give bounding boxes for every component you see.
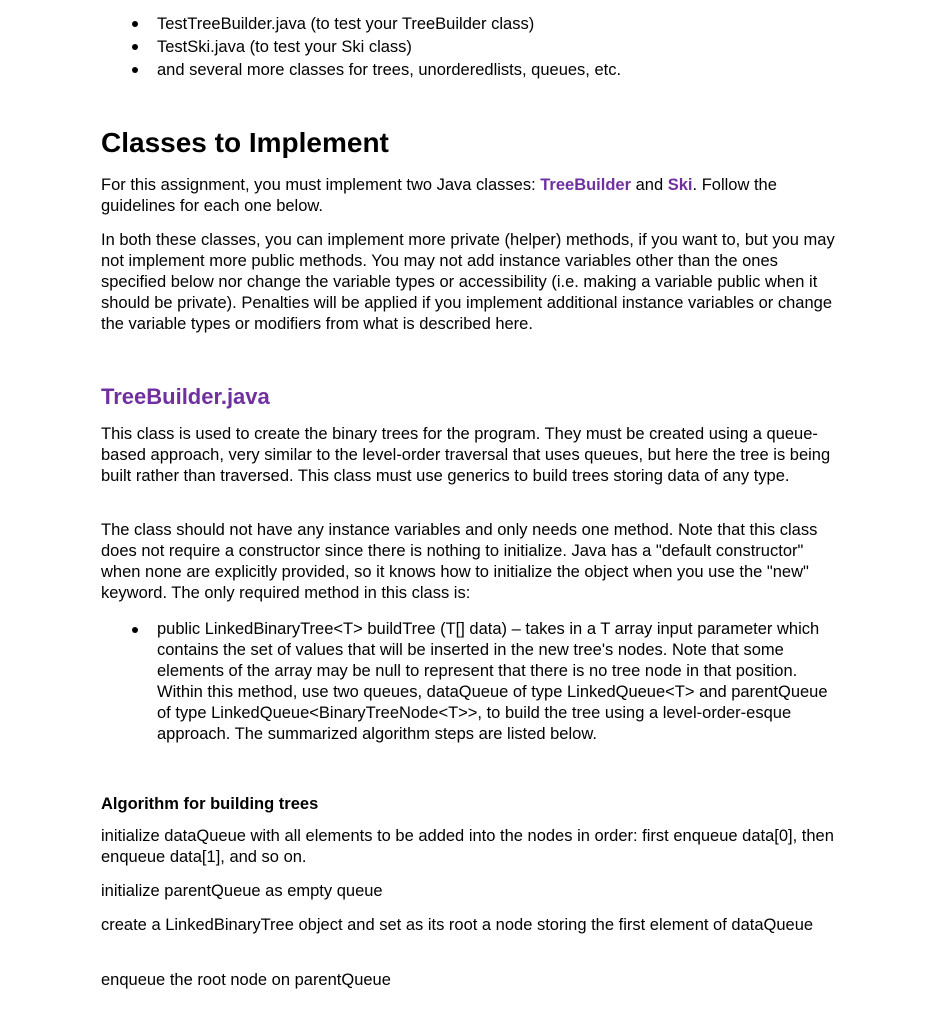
list-item: and several more classes for trees, unorderedlists, queues, etc. xyxy=(101,59,841,82)
rules-paragraph: In both these classes, you can implement more private (helper) methods, if you want to, but you may not implement more public methods. You may not add instance variables other than the ones specified below nor change the variable types or accessibility (i.e. making a variable public when it should be private). Penalties will be applied if you implement additional instance variables or change the variable types or modifiers from what is described here. xyxy=(101,231,835,333)
ski-class-name: Ski xyxy=(667,176,693,194)
build-tree-method-item: public LinkedBinaryTree<T> buildTree (T[] data) – takes in a T array input parameter which contains the set of values that will be inserted in the new tree's nodes. Note that some elements of the array may be null to represent that there is no tree node in that position. Within this method, use two queues, dataQueue of type LinkedQueue<T> and parentQueue of type LinkedQueue<BinaryTreeNode<T>>, to build the tree using a level-order-esque approach. The summarized algorithm steps are listed below. xyxy=(101,619,841,745)
list-item: TestTreeBuilder.java (to test your TreeBuilder class) xyxy=(101,13,841,36)
treebuilder-description-paragraph: This class is used to create the binary trees for the program. They must be created using a queue-based approach, very similar to the level-order traversal that uses queues, but here the tree is being built rather than traversed. This class must use generics to build trees storing data of any type. xyxy=(101,425,831,485)
treebuilder-method-intro-paragraph: The class should not have any instance variables and only needs one method. Note that this class does not require a constructor since there is nothing to initialize. Java has a "default constructor" when none are explicitly provided, so it knows how to initialize the object when you use the "new" keyword. The only required method in this class is: xyxy=(101,521,818,602)
algorithm-step: enqueue the root node on parentQueue xyxy=(101,971,391,989)
intro-text-pre: For this assignment, you must implement two Java classes: xyxy=(101,176,541,194)
classes-intro-paragraph xyxy=(101,175,836,217)
intro-text-post: . Follow the guidelines for each one below. xyxy=(101,176,777,215)
treebuilder-class-name: TreeBuilder xyxy=(540,176,632,194)
algorithm-step: initialize parentQueue as empty queue xyxy=(101,882,383,900)
included-files-list xyxy=(101,13,841,82)
algorithm-heading: Algorithm for building trees xyxy=(101,795,319,813)
treebuilder-heading: TreeBuilder.java xyxy=(101,384,270,409)
algorithm-step: initialize dataQueue with all elements to be added into the nodes in order: first enqueue data[0], then enqueue data[1], and so on. xyxy=(101,827,834,866)
algorithm-step: create a LinkedBinaryTree object and set as its root a node storing the first element of dataQueue xyxy=(101,916,814,934)
classes-heading: Classes to Implement xyxy=(101,127,389,158)
list-item: TestSki.java (to test your Ski class) xyxy=(101,36,841,59)
intro-text-and: and xyxy=(631,176,668,194)
method-list xyxy=(101,619,841,745)
